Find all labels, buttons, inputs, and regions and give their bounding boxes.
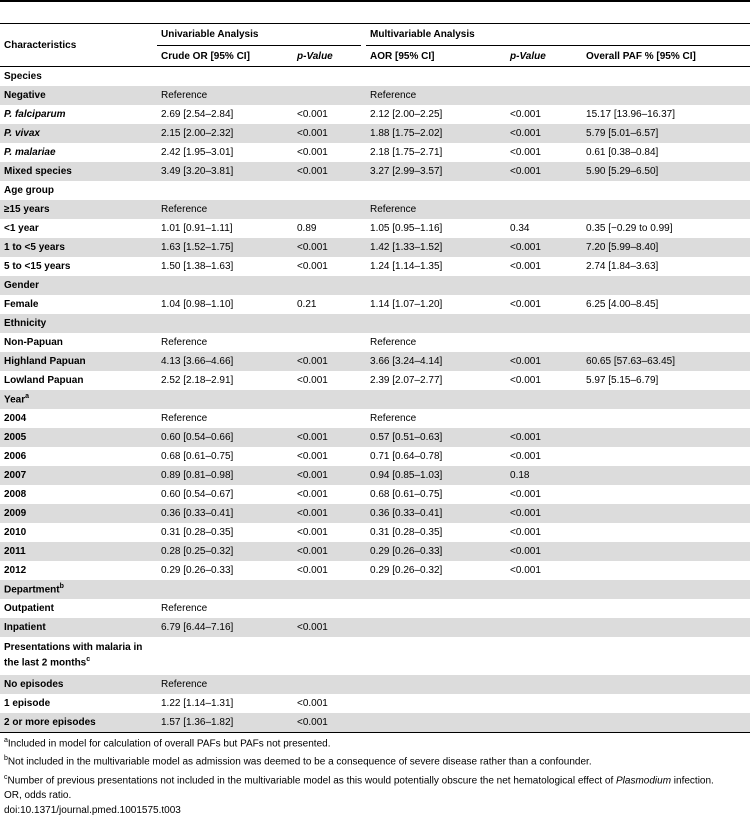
row-label (0, 428, 157, 447)
section-label (0, 637, 157, 675)
cell-aor: 0.71 [0.64–0.78] (370, 451, 443, 462)
cell-aor: 1.14 [1.07–1.20] (370, 299, 443, 310)
table-row (0, 542, 750, 561)
cell-p-value-multivariable: <0.001 (506, 428, 582, 447)
cell-paf (582, 713, 750, 733)
row-label-text: P. malariae (4, 147, 56, 158)
section-label (0, 67, 157, 87)
row-label (0, 86, 157, 105)
cell-p-value-multivariable (506, 713, 582, 733)
section-row (0, 314, 750, 333)
footnote-c: $^c$Number of previous presentations not included in the multivariable model as this would potentially obscure the net hematological effect of Plasmodium infection. (4, 773, 714, 786)
cell-p-value-multivariable: 0.18 (506, 466, 582, 485)
row-label-text: Inpatient (4, 622, 46, 633)
cell-aor: Reference (366, 86, 506, 105)
cell-p-value-univariable: <0.001 (297, 375, 328, 386)
cell-p-value-multivariable: <0.001 (506, 238, 582, 257)
cell-p-value-univariable: <0.001 (297, 261, 328, 272)
table-row (0, 143, 750, 162)
row-label (0, 162, 157, 181)
cell-p-value-univariable: <0.001 (293, 124, 361, 143)
cell-paf (582, 86, 750, 105)
cell-paf: 0.35 [−0.29 to 0.99] (586, 223, 673, 234)
cell-crude-or: Reference (161, 337, 208, 348)
cell-p-value-multivariable (506, 333, 582, 352)
cell-crude-or: 1.22 [1.14–1.31] (161, 698, 234, 709)
cell-crude-or: 3.49 [3.20–3.81] (157, 162, 293, 181)
table-row (0, 599, 750, 618)
cell-p-value-multivariable (506, 200, 582, 219)
col-header-aor: AOR [95% CI] (366, 46, 506, 67)
cell-p-value-univariable: <0.001 (293, 618, 361, 637)
cell-crude-or: 1.01 [0.91–1.11] (161, 223, 233, 234)
cell-paf (582, 523, 750, 542)
section-fill (157, 580, 750, 599)
row-label (0, 352, 157, 371)
section-label (0, 181, 157, 200)
row-label (0, 542, 157, 561)
cell-paf (582, 694, 750, 713)
section-fill (157, 637, 750, 675)
col-group-multivariable: Multivariable Analysis (366, 24, 750, 46)
row-label (0, 618, 157, 637)
cell-p-value-univariable: <0.001 (293, 352, 361, 371)
cell-p-value-univariable: <0.001 (293, 238, 361, 257)
cell-aor: Reference (366, 200, 506, 219)
cell-paf (582, 599, 750, 618)
cell-p-value-univariable: <0.001 (297, 451, 328, 462)
cell-paf (582, 504, 750, 523)
cell-crude-or: 2.69 [2.54–2.84] (161, 109, 234, 120)
cell-p-value-univariable (293, 675, 361, 694)
row-label (0, 504, 157, 523)
cell-aor: 2.12 [2.00–2.25] (370, 109, 443, 120)
row-label (0, 523, 157, 542)
row-label-text: Outpatient (4, 603, 54, 614)
cell-p-value-multivariable: <0.001 (506, 162, 582, 181)
row-label (0, 200, 157, 219)
cell-crude-or: 0.31 [0.28–0.35] (161, 527, 234, 538)
cell-crude-or: Reference (161, 413, 208, 424)
top-rule (0, 0, 750, 2)
cell-p-value-univariable: <0.001 (297, 698, 328, 709)
section-row (0, 390, 750, 409)
cell-p-value-univariable: <0.001 (293, 162, 361, 181)
cell-aor (366, 694, 506, 713)
section-row (0, 637, 750, 675)
cell-aor: 1.42 [1.33–1.52] (366, 238, 506, 257)
section-label (0, 580, 157, 599)
cell-p-value-multivariable: <0.001 (506, 352, 582, 371)
cell-paf (582, 428, 750, 447)
cell-p-value-univariable: <0.001 (293, 542, 361, 561)
cell-crude-or: Reference (157, 200, 293, 219)
table-row (0, 124, 750, 143)
cell-crude-or: Reference (161, 603, 208, 614)
cell-crude-or: 0.68 [0.61–0.75] (161, 451, 234, 462)
cell-crude-or: 0.60 [0.54–0.67] (161, 489, 234, 500)
cell-paf: 2.74 [1.84–3.63] (586, 261, 659, 272)
cell-crude-or: Reference (157, 675, 293, 694)
cell-p-value-multivariable: <0.001 (510, 261, 541, 272)
table-row (0, 295, 750, 314)
cell-aor: 0.31 [0.28–0.35] (370, 527, 443, 538)
row-label-text: Negative (4, 90, 46, 101)
cell-p-value-multivariable: <0.001 (510, 147, 541, 158)
cell-crude-or: 1.04 [0.98–1.10] (161, 299, 234, 310)
row-label-text: 1 to <5 years (4, 242, 65, 253)
cell-crude-or: 2.15 [2.00–2.32] (157, 124, 293, 143)
cell-crude-or: 0.60 [0.54–0.66] (157, 428, 293, 447)
table-row (0, 86, 750, 105)
cell-p-value-univariable (293, 409, 361, 428)
cell-crude-or: 1.57 [1.36–1.82] (157, 713, 293, 733)
footnote-marker: b (59, 583, 64, 591)
row-label-text: Female (4, 299, 39, 310)
section-fill (157, 314, 750, 333)
row-label (0, 333, 157, 352)
row-label (0, 599, 157, 618)
table-row (0, 713, 750, 733)
row-label-text: 2010 (4, 527, 27, 538)
cell-p-value-univariable: <0.001 (297, 109, 328, 120)
row-label (0, 485, 157, 504)
row-label-text: 1 episode (4, 698, 51, 709)
cell-p-value-multivariable: 0.34 (510, 223, 530, 234)
cell-paf (582, 333, 750, 352)
cell-p-value-multivariable (506, 618, 582, 637)
cell-paf (582, 409, 750, 428)
cell-paf: 0.61 [0.38–0.84] (586, 147, 659, 158)
row-label-text: 2011 (4, 546, 26, 557)
col-header-paf: Overall PAF % [95% CI] (582, 46, 750, 67)
cell-aor: 1.05 [0.95–1.16] (370, 223, 443, 234)
cell-p-value-univariable: 0.89 (297, 223, 317, 234)
cell-aor: 1.24 [1.14–1.35] (370, 261, 443, 272)
cell-p-value-univariable: 0.21 (297, 299, 317, 310)
cell-p-value-univariable: <0.001 (297, 527, 328, 538)
cell-paf (582, 447, 750, 466)
cell-paf (582, 675, 750, 694)
cell-paf: 7.20 [5.99–8.40] (582, 238, 750, 257)
cell-aor (366, 675, 506, 694)
cell-p-value-multivariable: <0.001 (510, 375, 541, 386)
cell-paf: 15.17 [13.96–16.37] (586, 109, 675, 120)
cell-aor (366, 618, 506, 637)
cell-crude-or: 4.13 [3.66–4.66] (157, 352, 293, 371)
row-label (0, 143, 157, 162)
cell-aor: Reference (370, 413, 417, 424)
table-row (0, 523, 750, 542)
footnote-a: $^a$Included in model for calculation of overall PAFs but PAFs not presented. (4, 737, 331, 750)
section-row (0, 276, 750, 295)
cell-p-value-univariable: <0.001 (297, 147, 328, 158)
cell-crude-or: 1.63 [1.52–1.75] (157, 238, 293, 257)
cell-aor: 3.27 [2.99–3.57] (366, 162, 506, 181)
row-label-text: 2009 (4, 508, 27, 519)
cell-aor: 0.29 [0.26–0.33] (366, 542, 506, 561)
cell-p-value-multivariable: <0.001 (506, 504, 582, 523)
row-label-text: Age group (4, 185, 54, 196)
row-label (0, 694, 157, 713)
header-row-groups (0, 24, 750, 46)
cell-aor: 0.57 [0.51–0.63] (366, 428, 506, 447)
cell-paf: 5.79 [5.01–6.57] (582, 124, 750, 143)
row-label (0, 447, 157, 466)
table-row (0, 219, 750, 238)
footnote-marker: a (25, 393, 30, 401)
cell-crude-or: 0.28 [0.25–0.32] (157, 542, 293, 561)
row-label-text: Lowland Papuan (4, 375, 84, 386)
cell-p-value-univariable (293, 333, 361, 352)
table-row (0, 238, 750, 257)
row-label (0, 713, 157, 733)
cell-p-value-multivariable: <0.001 (510, 489, 541, 500)
row-label-text: 2005 (4, 432, 27, 443)
table-row (0, 409, 750, 428)
cell-p-value-multivariable: <0.001 (510, 299, 541, 310)
row-label-text: 2008 (4, 489, 27, 500)
row-label (0, 371, 157, 390)
cell-aor (366, 599, 506, 618)
cell-crude-or: 0.29 [0.26–0.33] (161, 565, 234, 576)
table-row (0, 561, 750, 580)
row-label (0, 238, 157, 257)
cell-p-value-multivariable: <0.001 (510, 451, 541, 462)
table-row (0, 694, 750, 713)
row-label-text: Highland Papuan (4, 356, 86, 367)
cell-p-value-multivariable: <0.001 (506, 124, 582, 143)
cell-paf (582, 618, 750, 637)
table-row (0, 485, 750, 504)
cell-crude-or: 2.52 [2.18–2.91] (161, 375, 234, 386)
cell-p-value-univariable: <0.001 (293, 504, 361, 523)
table-row (0, 105, 750, 124)
results-table (0, 23, 750, 733)
cell-crude-or: Reference (157, 86, 293, 105)
footnote-b: $^b$Not included in the multivariable model as admission was deemed to be a consequence of severe disease rather than a confounder. (4, 755, 592, 768)
row-label-text: Ethnicity (4, 318, 47, 329)
cell-crude-or: 1.50 [1.38–1.63] (161, 261, 234, 272)
row-label (0, 124, 157, 143)
cell-aor: 2.18 [1.75–2.71] (370, 147, 443, 158)
cell-p-value-multivariable (506, 409, 582, 428)
row-label-text: 2004 (4, 413, 27, 424)
cell-p-value-univariable: <0.001 (293, 466, 361, 485)
section-fill (157, 276, 750, 295)
row-label (0, 409, 157, 428)
row-label (0, 675, 157, 694)
cell-paf: 60.65 [57.63–63.45] (582, 352, 750, 371)
table-row (0, 333, 750, 352)
row-label (0, 295, 157, 314)
doi-text: doi:10.1371/journal.pmed.1001575.t003 (4, 804, 181, 816)
cell-p-value-univariable: <0.001 (297, 489, 328, 500)
row-label-text: <1 year (4, 223, 39, 234)
col-header-p-value-univariable: p-Value (293, 46, 361, 67)
table-row (0, 447, 750, 466)
cell-aor: 1.88 [1.75–2.02] (366, 124, 506, 143)
cell-p-value-univariable (293, 86, 361, 105)
cell-crude-or: 2.42 [1.95–3.01] (161, 147, 234, 158)
col-header-p-value-multivariable: p-Value (506, 46, 582, 67)
row-label (0, 466, 157, 485)
cell-p-value-multivariable: <0.001 (510, 109, 541, 120)
cell-p-value-multivariable: <0.001 (506, 542, 582, 561)
section-row (0, 67, 750, 87)
cell-paf (582, 466, 750, 485)
cell-p-value-univariable: <0.001 (297, 565, 328, 576)
cell-aor: 0.68 [0.61–0.75] (370, 489, 443, 500)
row-label-text: P. falciparum (4, 109, 66, 120)
row-label (0, 561, 157, 580)
cell-paf (582, 561, 750, 580)
cell-p-value-univariable (293, 599, 361, 618)
cell-p-value-multivariable (506, 694, 582, 713)
row-label-text: Species (4, 71, 42, 82)
cell-paf: 6.25 [4.00–8.45] (586, 299, 659, 310)
row-label (0, 257, 157, 276)
cell-p-value-multivariable: <0.001 (510, 565, 541, 576)
cell-crude-or: 0.89 [0.81–0.98] (157, 466, 293, 485)
row-label-text: 2 or more episodes (4, 717, 96, 728)
row-label-text: Department (4, 584, 60, 596)
row-label-text: Gender (4, 280, 40, 291)
section-label (0, 390, 157, 409)
row-label-text: 2012 (4, 565, 27, 576)
table-footnotes (4, 733, 748, 818)
cell-paf: 5.97 [5.15–6.79] (586, 375, 659, 386)
table-row (0, 466, 750, 485)
cell-p-value-multivariable: <0.001 (510, 527, 541, 538)
col-group-univariable: Univariable Analysis (157, 24, 361, 46)
cell-p-value-multivariable (506, 599, 582, 618)
cell-crude-or: 6.79 [6.44–7.16] (157, 618, 293, 637)
table-row (0, 504, 750, 523)
section-fill (157, 181, 750, 200)
cell-aor: 3.66 [3.24–4.14] (366, 352, 506, 371)
cell-aor: 2.39 [2.07–2.77] (370, 375, 443, 386)
cell-p-value-multivariable (506, 675, 582, 694)
section-row (0, 580, 750, 599)
cell-crude-or: 0.36 [0.33–0.41] (157, 504, 293, 523)
table-row (0, 371, 750, 390)
cell-p-value-univariable (293, 200, 361, 219)
cell-paf (582, 200, 750, 219)
cell-paf (582, 485, 750, 504)
table-row (0, 257, 750, 276)
table-row (0, 352, 750, 371)
cell-aor: 0.36 [0.33–0.41] (366, 504, 506, 523)
row-label-text: 5 to <15 years (4, 261, 71, 272)
cell-paf: 5.90 [5.29–6.50] (582, 162, 750, 181)
footnote-abbreviations: OR, odds ratio. (4, 789, 72, 801)
table-row (0, 428, 750, 447)
row-label-text: Presentations with malaria in the last 2 months (4, 642, 143, 669)
section-label (0, 314, 157, 333)
row-label-text: Mixed species (4, 166, 72, 177)
row-label-text: ≥15 years (4, 204, 50, 215)
cell-aor: 0.29 [0.26–0.32] (370, 565, 443, 576)
section-fill (157, 67, 750, 87)
cell-aor (366, 713, 506, 733)
table-row (0, 675, 750, 694)
cell-p-value-univariable: <0.001 (293, 428, 361, 447)
col-header-characteristics: Characteristics (0, 24, 157, 67)
row-label-text: P. vivax (4, 128, 40, 139)
cell-aor: Reference (370, 337, 417, 348)
row-label-text: Non-Papuan (4, 337, 63, 348)
section-row (0, 181, 750, 200)
cell-aor: 0.94 [0.85–1.03] (366, 466, 506, 485)
col-header-crude-or: Crude OR [95% CI] (157, 46, 293, 67)
section-label (0, 276, 157, 295)
table-row (0, 618, 750, 637)
row-label (0, 105, 157, 124)
table-row (0, 200, 750, 219)
row-label-text: No episodes (4, 679, 64, 690)
row-label-text: 2007 (4, 470, 27, 481)
row-label (0, 219, 157, 238)
cell-p-value-univariable: <0.001 (293, 713, 361, 733)
footnote-marker: c (86, 656, 91, 664)
row-label-text: 2006 (4, 451, 27, 462)
cell-p-value-multivariable (506, 86, 582, 105)
cell-paf (582, 542, 750, 561)
table-row (0, 162, 750, 181)
section-fill (157, 390, 750, 409)
row-label-text: Year (4, 394, 26, 406)
